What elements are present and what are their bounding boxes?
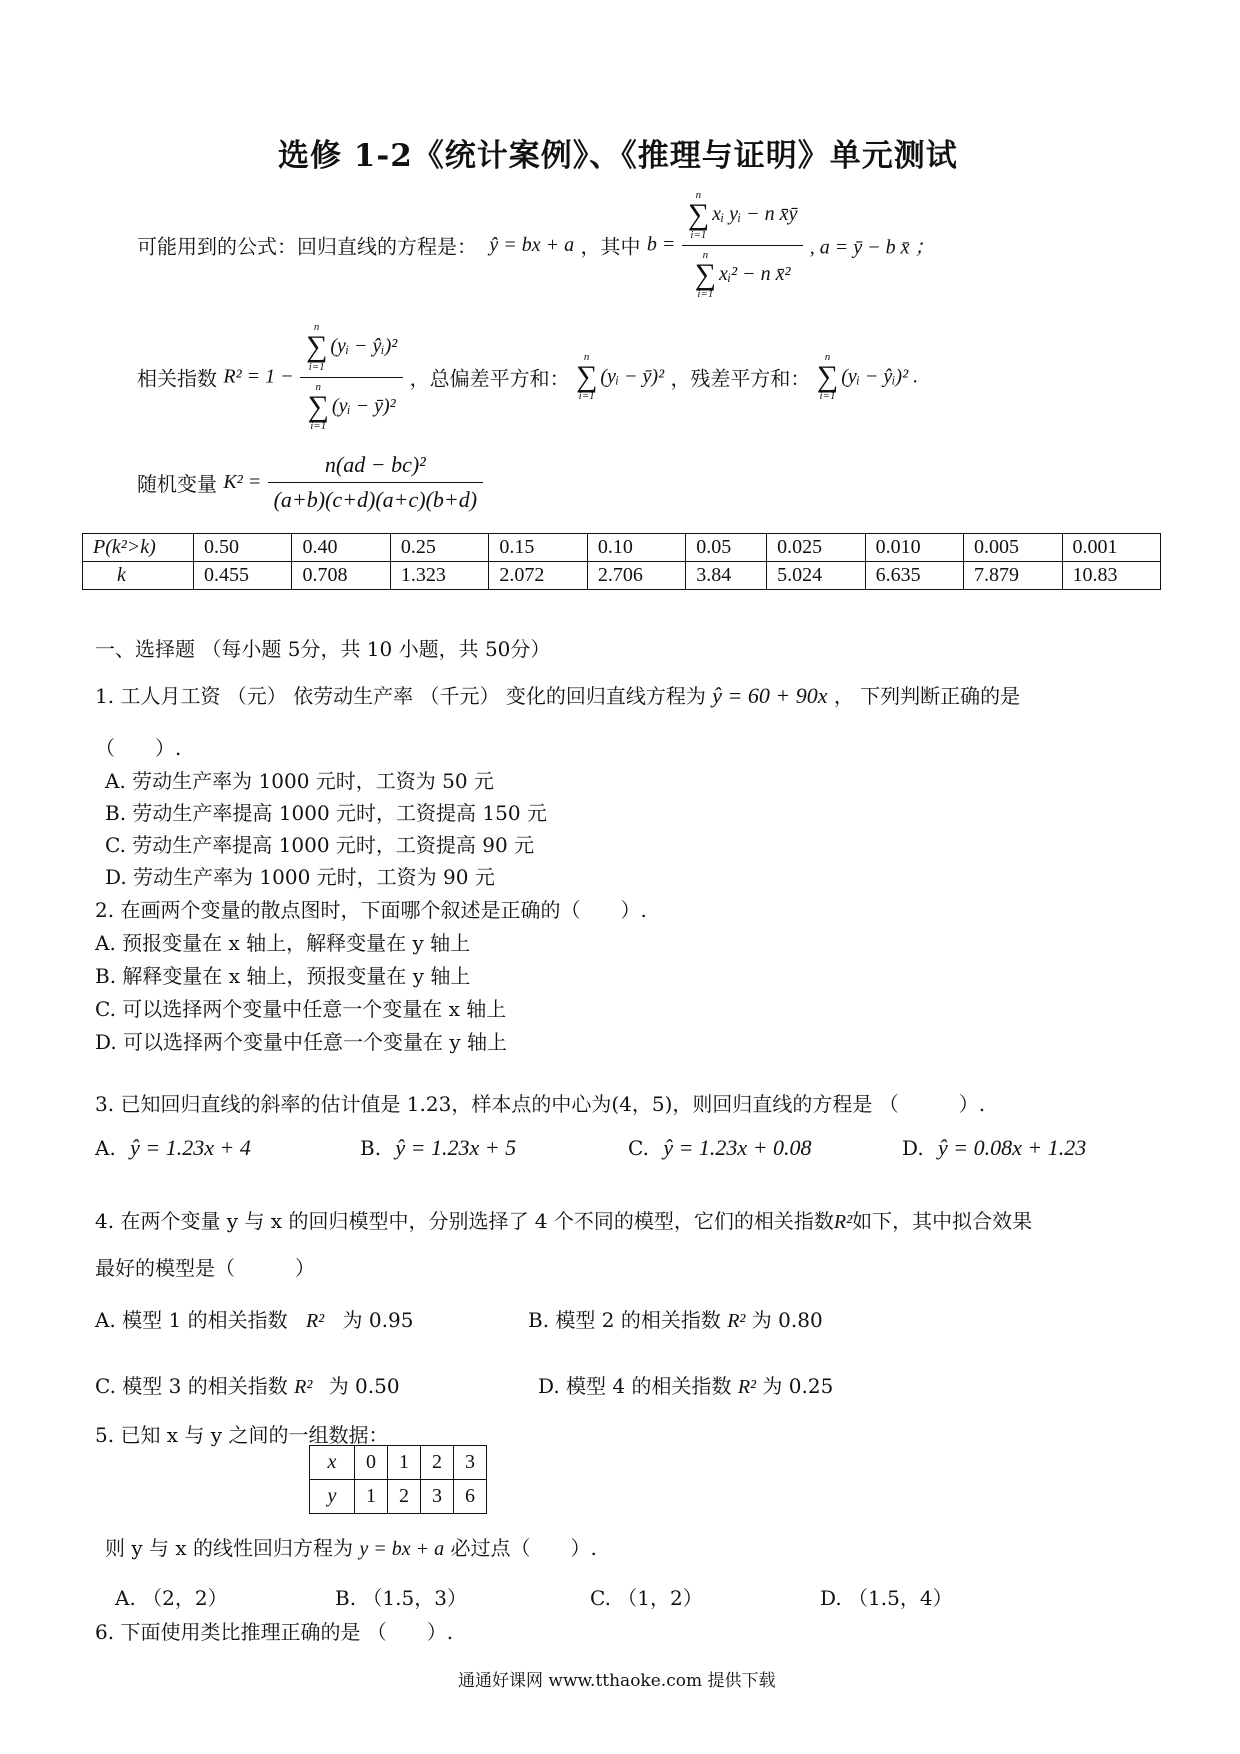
table-header: x — [310, 1446, 355, 1480]
question-1-option-c: C. 劳动生产率提高 1000 元时，工资提高 90 元 — [105, 833, 535, 857]
question-1-text: 1. 工人月工资 （元） 依劳动生产率 （千元） 变化的回归直线方程为 — [95, 684, 706, 708]
formula-regression — [137, 190, 935, 300]
critical-value-table — [82, 533, 1161, 590]
question-3-option-b — [360, 1135, 516, 1161]
table-cell: 7.879 — [964, 562, 1062, 590]
table-cell: 0.15 — [489, 534, 587, 562]
question-5-stem: 5. 已知 x 与 y 之间的一组数据： — [95, 1423, 389, 1447]
r2-label: 相关指数 — [137, 366, 217, 391]
question-2-option-c: C. 可以选择两个变量中任意一个变量在 x 轴上 — [95, 997, 507, 1021]
k2-label: 随机变量 — [137, 472, 217, 496]
question-5-question — [105, 1532, 597, 1561]
sst-label: ，总偏差平方和： — [409, 366, 570, 391]
r2-symbol: R² — [305, 1310, 325, 1332]
option-label: B. — [360, 1136, 382, 1160]
table-cell: 6 — [454, 1480, 487, 1514]
question-5-option-c: C. （1，2） — [590, 1586, 703, 1610]
a-equation: , a = ȳ − b x̄ ； — [809, 236, 935, 259]
table-cell: 0.010 — [865, 534, 963, 562]
table-cell: 6.635 — [865, 562, 963, 590]
question-2-stem: 2. 在画两个变量的散点图时，下面哪个叙述是正确的（ ）. — [95, 898, 647, 922]
formula-r2: 相关指数 R² = 1 − n ∑ i=1 (yᵢ − ŷᵢ)² n ∑ i=1 (yᵢ − ȳ)² ，总偏差平方和： n ∑ i=1 (yᵢ − ȳ)² ，残差平方和： n ∑ i=1 (yᵢ − ŷᵢ)² . — [137, 321, 919, 432]
table-cell: 0.25 — [390, 534, 488, 562]
question-4-option-a — [95, 1304, 413, 1333]
table-cell: 0.005 — [964, 534, 1062, 562]
question-5-data-table — [309, 1445, 487, 1514]
sse-expression: (yᵢ − ŷᵢ)² . — [841, 365, 919, 388]
option-text: C. 模型 3 的相关指数 — [95, 1374, 288, 1398]
sst-expression: (yᵢ − ȳ)² — [600, 365, 665, 388]
option-value: 为 0.80 — [751, 1308, 823, 1332]
table-cell: 0.001 — [1062, 534, 1161, 562]
r2-symbol: R² — [727, 1310, 746, 1332]
question-3-option-d — [902, 1135, 1086, 1161]
table-row — [310, 1446, 487, 1480]
question-2-option-a: A. 预报变量在 x 轴上，解释变量在 y 轴上 — [95, 931, 471, 955]
table-cell: 2 — [421, 1446, 454, 1480]
question-1-option-a: A. 劳动生产率为 1000 元时，工资为 50 元 — [105, 769, 494, 793]
table-cell: 1.323 — [390, 562, 488, 590]
r2-fraction: n ∑ i=1 (yᵢ − ŷᵢ)² n ∑ i=1 (yᵢ − ȳ)² — [300, 322, 403, 432]
formula-intro: 可能用到的公式：回归直线的方程是： — [137, 234, 477, 259]
question-4-stem — [95, 1205, 1032, 1234]
question-5-option-d: D. （1.5，4） — [820, 1586, 953, 1610]
question-4-text: 4. 在两个变量 y 与 x 的回归模型中，分别选择了 4 个不同的模型，它们的相关指数 — [95, 1209, 834, 1233]
sse-label: ，残差平方和： — [670, 366, 811, 391]
question-4-text-end: 如下，其中拟合效果 — [852, 1209, 1033, 1233]
b-lhs: b = — [646, 233, 676, 256]
option-equation: ŷ = 1.23x + 0.08 — [663, 1135, 812, 1160]
r2-denominator: (yᵢ − ȳ)² — [331, 394, 396, 417]
section-heading: 一、选择题 （每小题 5分，共 10 小题，共 50分） — [95, 637, 551, 661]
option-text: B. 模型 2 的相关指数 — [528, 1308, 721, 1332]
b-fraction: n ∑ i=1 xᵢ yᵢ − n x̄ȳ n ∑ i=1 xᵢ² − n x̄² — [682, 190, 804, 300]
table-cell: 3 — [454, 1446, 487, 1480]
page-title: 选修 1-2《统计案例》、《推理与证明》单元测试 — [278, 138, 958, 174]
table-cell: 0 — [355, 1446, 388, 1480]
question-1-equation: ŷ = 60 + 90x — [712, 683, 828, 708]
formula-where: ，其中 — [580, 234, 641, 259]
question-1-option-d: D. 劳动生产率为 1000 元时，工资为 90 元 — [105, 865, 495, 889]
option-equation: ŷ = 1.23x + 4 — [130, 1135, 251, 1160]
b-denominator: xᵢ² − n x̄² — [719, 262, 791, 285]
k2-fraction — [268, 452, 484, 513]
question-3-option-c — [628, 1135, 812, 1161]
question-5-equation: y = bx + a — [359, 1538, 445, 1560]
table-cell: 2 — [388, 1480, 421, 1514]
question-4-option-c — [95, 1370, 400, 1399]
regression-equation: ŷ = bx + a — [489, 233, 575, 256]
table-row — [83, 534, 1161, 562]
question-4-option-b — [528, 1304, 823, 1333]
table-header-k: k — [83, 562, 194, 590]
option-label: C. — [628, 1136, 649, 1160]
question-2-option-b: B. 解释变量在 x 轴上，预报变量在 y 轴上 — [95, 964, 471, 988]
table-row — [83, 562, 1161, 590]
option-label: D. — [902, 1136, 924, 1160]
r2-lhs: R² = 1 − — [223, 365, 294, 388]
table-cell: 2.072 — [489, 562, 587, 590]
table-cell: 1 — [355, 1480, 388, 1514]
question-4-option-d — [538, 1370, 833, 1399]
table-header-p: P(k²>k) — [83, 534, 194, 562]
table-header: y — [310, 1480, 355, 1514]
option-label: A. — [95, 1136, 116, 1160]
table-cell: 0.025 — [767, 534, 865, 562]
option-value: 为 0.25 — [762, 1374, 834, 1398]
table-cell: 0.708 — [292, 562, 390, 590]
table-cell: 0.05 — [686, 534, 767, 562]
question-1-stem — [95, 680, 1020, 709]
table-cell: 10.83 — [1062, 562, 1161, 590]
question-5-option-b: B. （1.5，3） — [335, 1586, 467, 1610]
question-1-option-b: B. 劳动生产率提高 1000 元时，工资提高 150 元 — [105, 801, 547, 825]
question-1-blank: （ ）. — [95, 736, 182, 760]
question-3-stem: 3. 已知回归直线的斜率的估计值是 1.23，样本点的中心为(4，5)，则回归直线的方程是 （ ）. — [95, 1092, 986, 1116]
k2-lhs: K² = — [223, 471, 262, 493]
k2-numerator: n(ad − bc)² — [268, 452, 484, 483]
question-4-line2: 最好的模型是（ ） — [95, 1256, 315, 1280]
table-cell: 2.706 — [587, 562, 685, 590]
table-row — [310, 1480, 487, 1514]
table-cell: 0.455 — [194, 562, 292, 590]
question-1-text-end: ， 下列判断正确的是 — [833, 684, 1021, 708]
question-2-option-d: D. 可以选择两个变量中任意一个变量在 y 轴上 — [95, 1030, 508, 1054]
table-cell: 3 — [421, 1480, 454, 1514]
table-cell: 0.50 — [194, 534, 292, 562]
r2-symbol: R² — [294, 1376, 313, 1398]
formula-k2 — [137, 452, 483, 513]
option-value: 为 0.50 — [328, 1374, 400, 1398]
r2-symbol: R² — [737, 1376, 757, 1398]
table-cell: 0.40 — [292, 534, 390, 562]
option-text: D. 模型 4 的相关指数 — [538, 1374, 732, 1398]
r2-symbol: R² — [833, 1211, 853, 1233]
question-6-stem: 6. 下面使用类比推理正确的是 （ ）. — [95, 1620, 454, 1644]
table-cell: 5.024 — [767, 562, 865, 590]
b-numerator: xᵢ yᵢ − n x̄ȳ — [712, 202, 798, 225]
option-equation: ŷ = 1.23x + 5 — [395, 1135, 517, 1160]
r2-numerator: (yᵢ − ŷᵢ)² — [330, 334, 398, 357]
question-5-option-a: A. （2，2） — [115, 1586, 228, 1610]
table-cell: 3.84 — [686, 562, 767, 590]
option-text: A. 模型 1 的相关指数 — [95, 1308, 288, 1332]
option-equation: ŷ = 0.08x + 1.23 — [938, 1135, 1087, 1160]
page-footer: 通通好课网 www.tthaoke.com 提供下载 — [458, 1671, 776, 1691]
table-cell: 1 — [388, 1446, 421, 1480]
question-5-text: 则 y 与 x 的线性回归方程为 — [105, 1536, 354, 1560]
option-value: 为 0.95 — [342, 1308, 414, 1332]
question-3-option-a — [95, 1135, 251, 1161]
table-cell: 0.10 — [587, 534, 685, 562]
question-5-text-end: 必过点（ ）. — [450, 1536, 597, 1560]
k2-denominator: (a+b)(c+d)(a+c)(b+d) — [273, 487, 478, 512]
